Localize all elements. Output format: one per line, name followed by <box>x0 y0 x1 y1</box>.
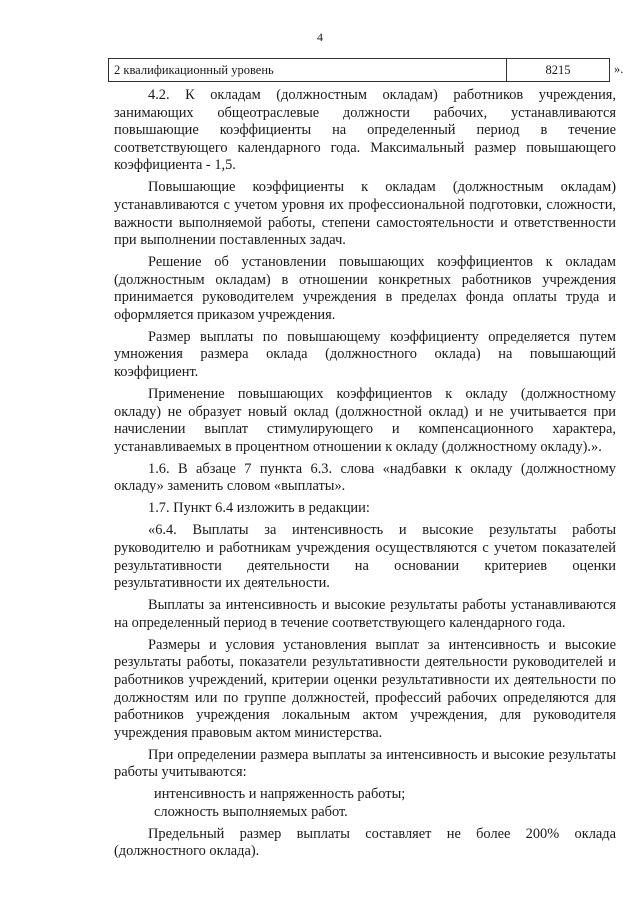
list-item: сложность выполняемых работ. <box>154 803 348 820</box>
qualification-level-value: 8215 <box>545 63 571 77</box>
paragraph-limit: Предельный размер выплаты составляет не более 200% оклада (должностного оклада). <box>114 825 616 860</box>
paragraph-coefficients: Повышающие коэффициенты к окладам (должностным окладам) устанавливаются с учетом уровня их профессиональной подготовки, сложности, важности выполняемой работы, степени самостоятельности и ответственности при выполнении поставленных задач. <box>114 179 616 249</box>
paragraph-6-4: «6.4. Выплаты за интенсивность и высокие результаты работы руководителю и работникам учреждения осуществляются с учетом показателей результативности деятельности на основании критериев оценки результативности их деятельности. <box>114 522 616 592</box>
paragraph-4-2: 4.2. К окладам (должностным окладам) работников учреждения, занимающих общеотраслевые должности рабочих, устанавливаются повышающие коэффициенты на определенный период в течение соответствующего календарного года. Максимальный размер повышающего коэффициента - 1,5. <box>114 87 616 174</box>
qualification-level-label: 2 квалификационный уровень <box>109 59 507 81</box>
list-item: интенсивность и напряженность работы; <box>154 786 406 803</box>
paragraph-payment-size: Размер выплаты по повышающему коэффициенту определяется путем умножения размера оклада (должностного оклада) на повышающий коэффициент. <box>114 328 616 381</box>
paragraph-application: Применение повышающих коэффициентов к окладу (должностному окладу) не образует новый оклад (должностной оклад) и не учитывается при начислении выплат стимулирующего и компенсационного характера, устанавливаемых в процентном отношении к окладу (должностному окладу).». <box>114 386 616 455</box>
paragraph-1-6: 1.6. В абзаце 7 пункта 6.3. слова «надбавки к окладу (должностному окладу» заменить словом «выплаты». <box>114 460 616 495</box>
paragraph-conditions: Размеры и условия установления выплат за интенсивность и высокие результаты работы, показатели результативности деятельности руководителей и работников учреждений, критерии оценки результативности их деятельности по должностям или по группе должностей, профессий рабочих определяются для работников учреждения локальным актом учреждения, для руководителя учреждения правовым актом министерства. <box>114 636 616 741</box>
paragraph-1-7: 1.7. Пункт 6.4 изложить в редакции: <box>148 500 370 517</box>
qualification-table-row <box>108 58 610 82</box>
paragraph-intensity-payments: Выплаты за интенсивность и высокие результаты работы устанавливаются на определенный период в течение соответствующего календарного года. <box>114 597 616 631</box>
table-closing-quote: ». <box>614 62 624 76</box>
paragraph-decision: Решение об установлении повышающих коэффициентов к окладам (должностным окладам) в отношении конкретных работников учреждения принимается руководителем учреждения в пределах фонда оплаты труда и оформляется приказом учреждения. <box>114 254 616 323</box>
paragraph-determination: При определении размера выплаты за интенсивность и высокие результаты работы учитываются: <box>114 746 616 781</box>
document-body <box>114 87 616 865</box>
page-number: 4 <box>317 30 323 44</box>
